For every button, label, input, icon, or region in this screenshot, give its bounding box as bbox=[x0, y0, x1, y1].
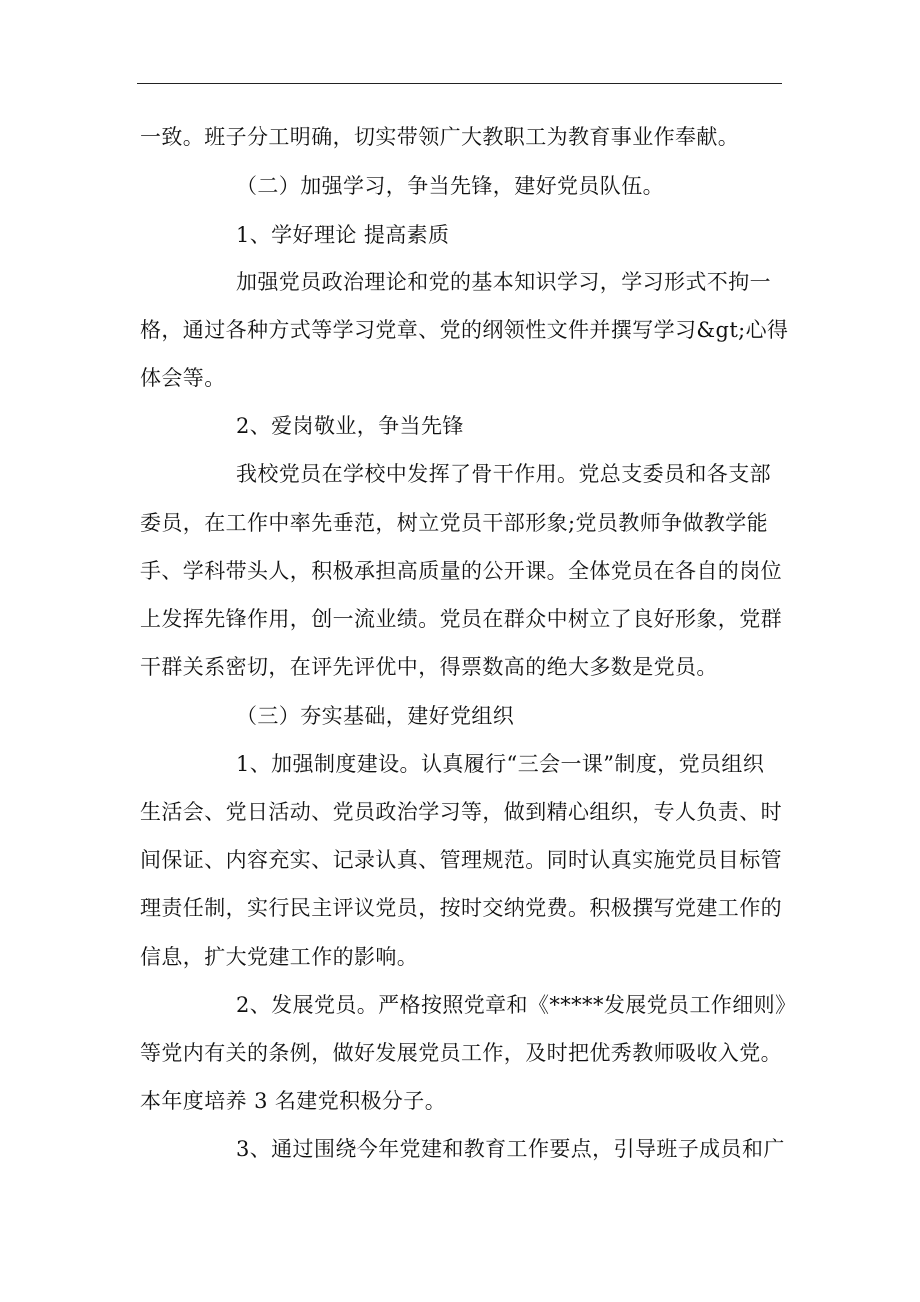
section-heading: （二）加强学习，争当先锋，建好党员队伍。 bbox=[236, 174, 664, 198]
paragraph-line: 本年度培养 3 名建党积极分子。 bbox=[140, 1089, 447, 1113]
paragraph-line: 一致。班子分工明确，切实带领广大教职工为教育事业作奉献。 bbox=[140, 125, 740, 149]
paragraph-line: 我校党员在学校中发挥了骨干作用。党总支委员和各支部 bbox=[236, 462, 771, 486]
paragraph-line: 等党内有关的条例，做好发展党员工作，及时把优秀教师吸收入党。 bbox=[140, 1041, 782, 1065]
subsection-heading: 2、爱岗敬业，争当先锋 bbox=[236, 414, 464, 438]
paragraph-line: 上发挥先锋作用，创一流业绩。党员在群众中树立了良好形象，党群 bbox=[140, 607, 782, 631]
paragraph-line: 3、通过围绕今年党建和教育工作要点，引导班子成员和广 bbox=[236, 1137, 785, 1161]
paragraph-line: 1、加强制度建设。认真履行“三会一课”制度，党员组织 bbox=[236, 752, 765, 776]
paragraph-line: 生活会、党日活动、党员政治学习等，做到精心组织，专人负责、时 bbox=[140, 800, 782, 824]
paragraph-line: 信息，扩大党建工作的影响。 bbox=[140, 945, 419, 969]
paragraph-line: 体会等。 bbox=[140, 366, 226, 390]
paragraph-line: 格，通过各种方式等学习党章、党的纲领性文件并撰写学习&gt;心得 bbox=[140, 318, 789, 342]
paragraph-line: 加强党员政治理论和党的基本知识学习，学习形式不拘一 bbox=[236, 270, 771, 294]
paragraph-line: 干群关系密切，在评先评优中，得票数高的绝大多数是党员。 bbox=[140, 655, 718, 679]
paragraph-line: 委员，在工作中率先垂范，树立党员干部形象;党员教师争做教学能 bbox=[140, 511, 769, 535]
subsection-heading: 1、学好理论 提高素质 bbox=[236, 223, 450, 247]
paragraph-line: 理责任制，实行民主评议党员，按时交纳党费。积极撰写党建工作的 bbox=[140, 896, 782, 920]
section-heading: （三）夯实基础，建好党组织 bbox=[236, 704, 515, 728]
paragraph-line: 间保证、内容充实、记录认真、管理规范。同时认真实施党员目标管 bbox=[140, 848, 782, 872]
paragraph-line: 2、发展党员。严格按照党章和《*****发展党员工作细则》 bbox=[236, 993, 797, 1017]
header-rule bbox=[137, 83, 782, 84]
paragraph-line: 手、学科带头人，积极承担高质量的公开课。全体党员在各自的岗位 bbox=[140, 559, 782, 583]
